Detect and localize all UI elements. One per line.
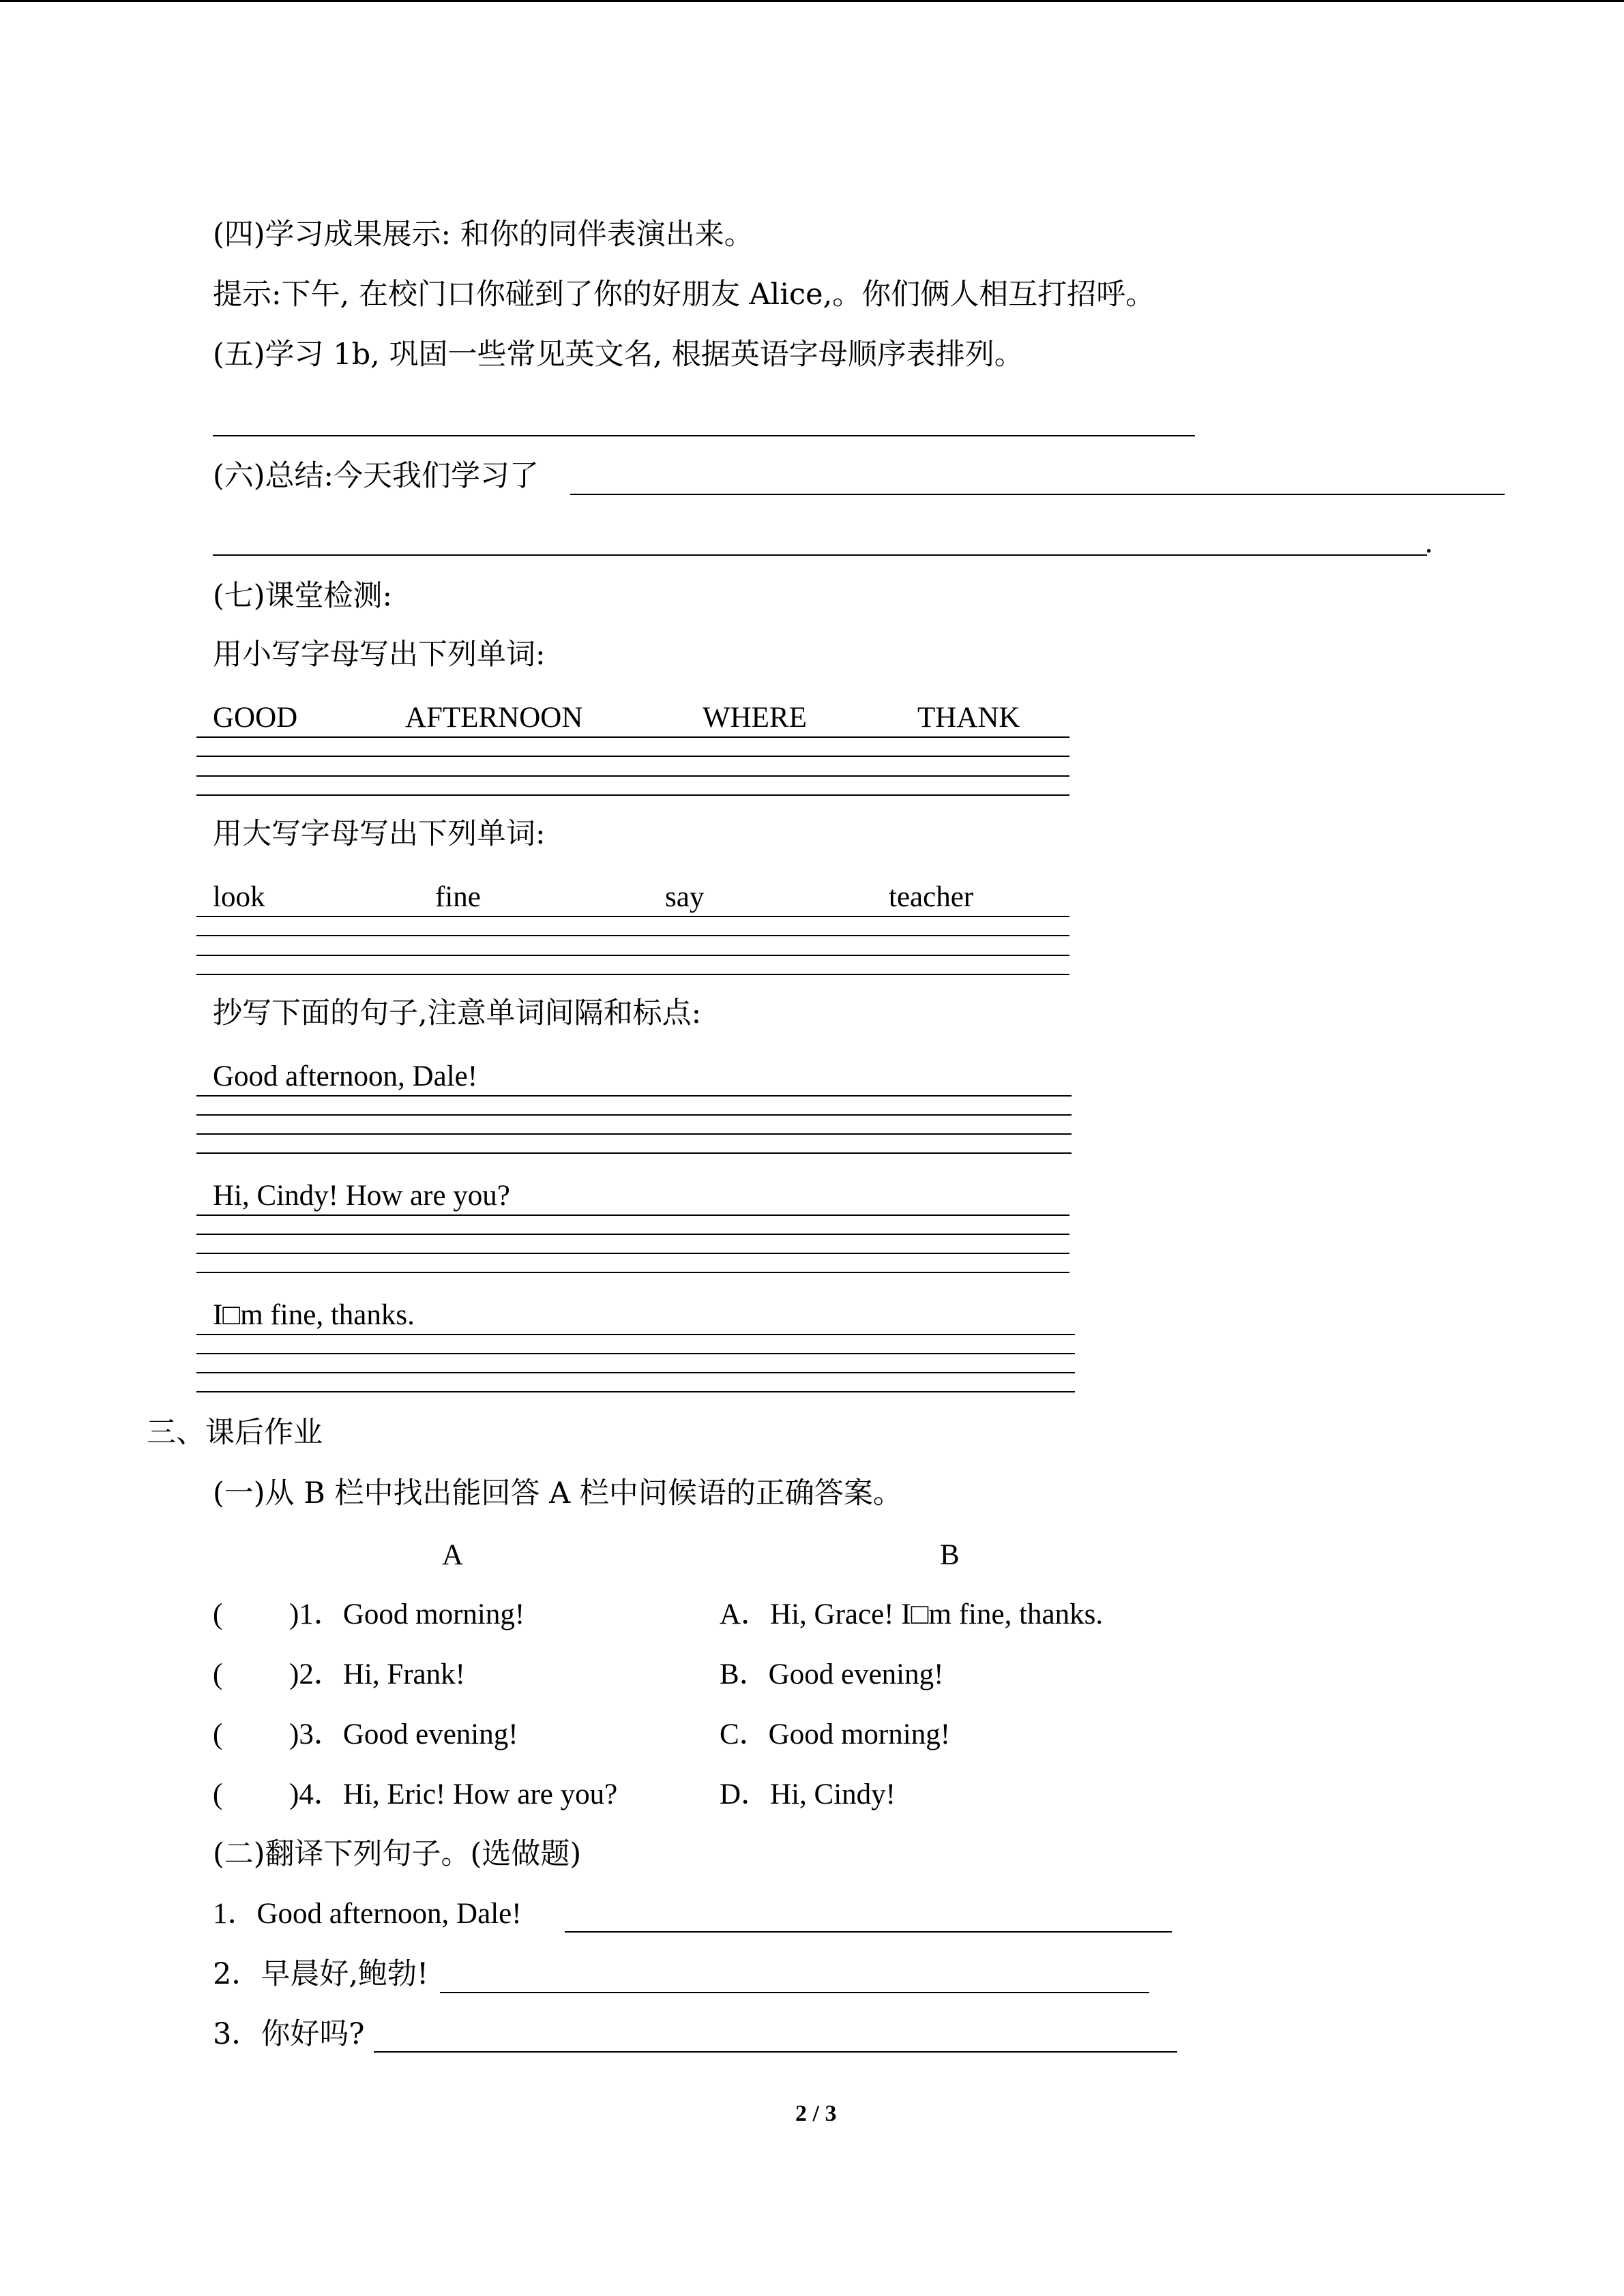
translate-item-1: 1．Good afternoon, Dale! — [213, 1898, 522, 1930]
translate-item-2: 2．早晨好,鲍勃! — [213, 1957, 429, 1991]
word-afternoon: AFTERNOON — [405, 702, 583, 734]
question-a-3: )3．Good evening! — [289, 1718, 518, 1750]
writing-line[interactable] — [196, 1095, 1072, 1097]
word-teacher: teacher — [889, 881, 974, 913]
section-6-answer-line-2[interactable] — [213, 554, 1427, 556]
homework-q1-title: (一)从 B 栏中找出能回答 A 栏中问候语的正确答案。 — [213, 1476, 902, 1510]
section-7-title: (七)课堂检测: — [213, 579, 393, 613]
writing-line[interactable] — [196, 955, 1069, 956]
word-good: GOOD — [213, 702, 298, 734]
translate-answer-line-1[interactable] — [565, 1931, 1172, 1933]
word-look: look — [213, 881, 265, 913]
question-a-1: )1．Good morning! — [289, 1598, 525, 1630]
writing-line[interactable] — [196, 1114, 1072, 1116]
writing-line[interactable] — [196, 775, 1069, 777]
column-b-header: B — [940, 1539, 960, 1571]
translate-item-3: 3．你好吗? — [213, 2017, 365, 2051]
writing-line[interactable] — [196, 1234, 1069, 1235]
writing-line[interactable] — [196, 1334, 1075, 1335]
copy-instruction: 抄写下面的句子,注意单词间隔和标点: — [213, 996, 702, 1030]
writing-line[interactable] — [196, 756, 1069, 757]
writing-line[interactable] — [196, 916, 1069, 917]
writing-line[interactable] — [196, 1133, 1072, 1135]
copy-sentence-2: Hi, Cindy! How are you? — [213, 1180, 510, 1212]
writing-line[interactable] — [196, 1272, 1069, 1273]
word-where: WHERE — [703, 702, 807, 734]
section-6-title: (六)总结:今天我们学习了 — [213, 459, 540, 493]
homework-q2-title: (二)翻译下列句子。(选做题) — [213, 1837, 582, 1871]
writing-line[interactable] — [196, 736, 1069, 738]
writing-line[interactable] — [196, 1152, 1072, 1154]
word-say: say — [665, 881, 705, 913]
answer-bracket[interactable]: ( — [213, 1718, 223, 1750]
writing-line[interactable] — [196, 794, 1069, 796]
writing-line[interactable] — [196, 1214, 1069, 1216]
column-a-header: A — [442, 1539, 464, 1571]
copy-sentence-1: Good afternoon, Dale! — [213, 1060, 478, 1092]
section-4-title: (四)学习成果展示: 和你的同伴表演出来。 — [213, 218, 754, 252]
page-number: 2 / 3 — [795, 2101, 837, 2126]
section-6-period: . — [1424, 526, 1434, 560]
homework-title: 三、课后作业 — [147, 1416, 323, 1450]
answer-b-a: A．Hi, Grace! I□m fine, thanks. — [720, 1598, 1104, 1630]
writing-line[interactable] — [196, 1372, 1075, 1373]
section-4-hint: 提示:下午, 在校门口你碰到了你的好朋友 Alice,。你们俩人相互打招呼。 — [213, 278, 1155, 312]
lowercase-instruction: 用小写字母写出下列单词: — [213, 638, 546, 672]
answer-bracket[interactable]: ( — [213, 1658, 223, 1690]
writing-line[interactable] — [196, 1353, 1075, 1354]
writing-line[interactable] — [196, 1391, 1075, 1392]
word-thank: THANK — [917, 702, 1020, 734]
section-5-title: (五)学习 1b, 巩固一些常见英文名, 根据英语字母顺序表排列。 — [213, 338, 1024, 372]
page-top-border — [0, 0, 1624, 2]
answer-bracket[interactable]: ( — [213, 1778, 223, 1810]
copy-sentence-3: I□m fine, thanks. — [213, 1299, 415, 1331]
answer-b-c: C．Good morning! — [720, 1718, 951, 1750]
word-fine: fine — [435, 881, 481, 913]
translate-answer-line-2[interactable] — [440, 1992, 1149, 1993]
question-a-2: )2．Hi, Frank! — [289, 1658, 465, 1690]
section-6-answer-line-1[interactable] — [570, 494, 1505, 495]
answer-b-d: D．Hi, Cindy! — [720, 1778, 896, 1810]
translate-answer-line-3[interactable] — [374, 2051, 1177, 2053]
writing-line[interactable] — [196, 1253, 1069, 1254]
writing-line[interactable] — [196, 935, 1069, 936]
section-5-answer-line[interactable] — [213, 435, 1195, 436]
uppercase-instruction: 用大写字母写出下列单词: — [213, 817, 546, 851]
answer-bracket[interactable]: ( — [213, 1598, 223, 1630]
answer-b-b: B．Good evening! — [720, 1658, 944, 1690]
question-a-4: )4．Hi, Eric! How are you? — [289, 1778, 618, 1810]
writing-line[interactable] — [196, 974, 1069, 975]
